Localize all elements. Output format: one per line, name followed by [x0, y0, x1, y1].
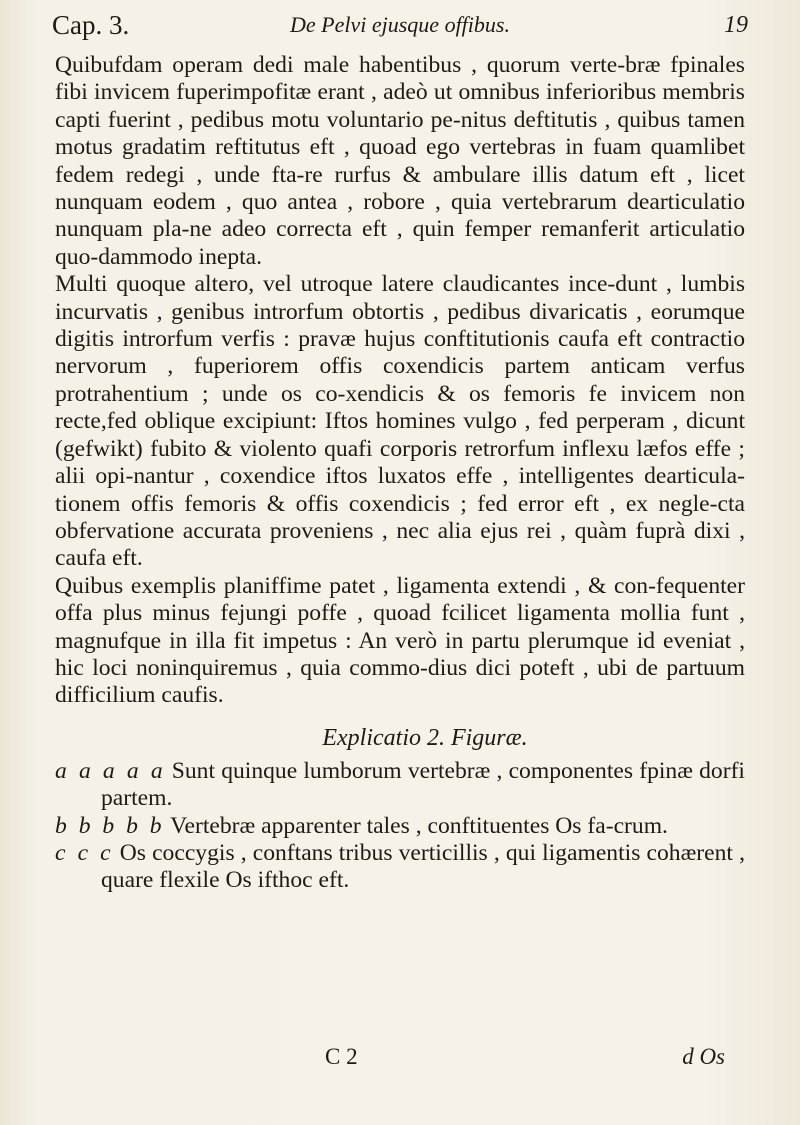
page-footer — [55, 1044, 745, 1074]
page-number: 19 — [724, 12, 748, 38]
explicatio-item-c — [55, 840, 745, 895]
explicatio-item-b — [55, 813, 745, 840]
signature-mark: C 2 — [325, 1044, 358, 1069]
running-title: De Pelvi ejusque offibus. — [290, 12, 510, 37]
explicatio-item-a — [55, 758, 745, 813]
paragraph-1: Quibufdam operam dedi male habentibus , quorum verte-bræ fpinales fibi invicem fuperimpofitæ erant , adeò ut omnibus inferioribus membris capti fuerint , pedibus motu voluntario pe-nitus deftitutis , quibus tamen motus gradatim reftitutus eft , quoad ego vertebras in fuam quamlibet fedem redegi , unde fta-re rurfus & ambulare illis datum eft , licet nunquam eodem , quo antea , robore , quia vertebrarum dearticulatio nunquam pla-ne adeo correcta eft , quin femper remanferit articulatio quo-dammodo inepta. — [55, 52, 745, 270]
figure-key: a a a a a — [55, 757, 166, 784]
catchword: d Os — [682, 1044, 725, 1069]
figure-key: c c c — [55, 839, 114, 866]
page-header — [52, 10, 748, 50]
figure-key-text: Os coccygis , conftans tribus verticillis , qui ligamentis cohærent , quare flexile Os ifthoc eft. — [101, 839, 745, 894]
page-body — [55, 52, 745, 895]
paragraph-2: Multi quoque altero, vel utroque latere claudicantes ince-dunt , lumbis incurvatis , genibus introrfum obtortis , pedibus divaricatis , eorumque digitis introrfum verfis : pravæ hujus conftitutionis caufa eft contractio nervorum , fuperiorem offis coxendicis partem anticam verfus protrahentium ; unde os co-xendicis & os femoris fe invicem non recte,fed oblique excipiunt: Iftos homines vulgo , fed perperam , dicunt (gefwikt) fubito & violento quafi corporis retrorfum inflexu læfos effe ; alii opi-nantur , coxendice iftos luxatos effe , intelligentes dearticula-tionem offis femoris & offis coxendicis ; fed error eft , ex negle-cta obfervatione accurata proveniens , nec alia ejus rei , quàm fuprà dixi , caufa eft. — [55, 271, 745, 572]
paragraph-3: Quibus exemplis planiffime patet , ligamenta extendi , & con-fequenter offa plus minus fejungi poffe , quoad fcilicet ligamenta mollia funt , magnufque in illa fit impetus : An verò in partu plerumque id eveniat , hic loci noninquiremus , quia commo-dius dici poteft , ubi de partuum difficilium caufis. — [55, 572, 745, 709]
figure-key-text: Sunt quinque lumborum vertebræ , componentes fpinæ dorfi partem. — [101, 757, 745, 812]
figure-key-text: Vertebræ apparenter tales , conftituentes Os fa-crum. — [170, 812, 668, 839]
figure-key: b b b b b — [55, 812, 165, 839]
chapter-label: Cap. 3. — [52, 10, 130, 40]
explicatio-heading: Explicatio 2. Figuræ. — [322, 724, 528, 751]
